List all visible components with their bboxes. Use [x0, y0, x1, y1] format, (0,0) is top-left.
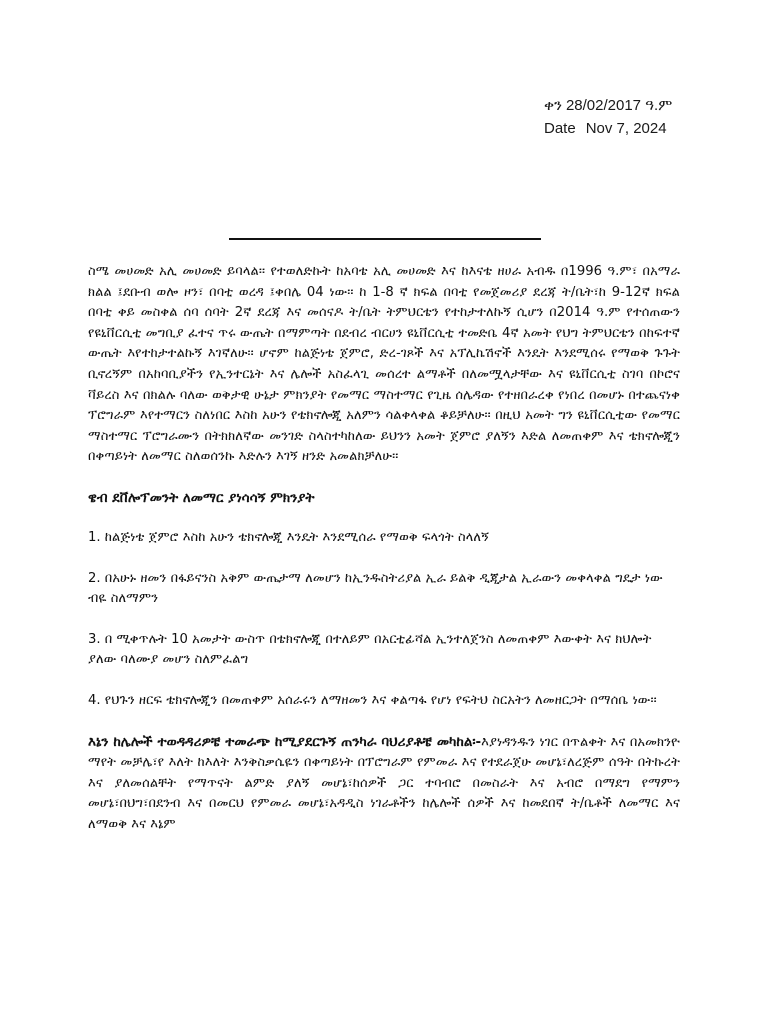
gregorian-date-line: [544, 117, 672, 140]
letter-body: [88, 262, 680, 835]
date-block: [544, 94, 672, 140]
intro-paragraph: ስሜ መሀመድ አሊ መሀመድ ይባላል፡፡ የተወለድኩት ከአባቴ አሊ መሀመድ እና ከእናቴ ዘሀራ አብዱ በ1996 ዓ.ም፣ በአማራ ክልል ፤ደቡብ ወሎ ዞን፣ በባቲ ወረዳ ፤ቀበሌ 04 ነው፡፡ ከ 1-8 ኛ ክፍል በባቲ የመጀመሪያ ደረጃ ት/ቤት፣ከ 9-12ኛ ክፍል በባቲ ቀይ መስቀል ሰባ ሰባት 2ኛ ደረጃ እና መሰናዶ ት/ቤት ትምህርቴን የተከታተለኩኝ ሲሆን በ2014 ዓ.ም የተሰጠውን የዩኒቨርሲቲ መግቢያ ፈተና ጥሩ ውጤት በማምጣት በደብረ ብርሀን ዩኒቨርሲቲ ተመድቤ 4ኛ አመት የህግ ትምህርቴን በከፍተኛ ውጤት እየተከታተልኩኝ እገኛለሁ፡፡ ሆኖም ከልጅነቴ ጀምሮ, ድረ-ገጾች እና አፕሊኬሽኖች እንዴት እንደሚሰሩ የማወቅ ጉጉት ቢኖረኝም በአከባቢያችን የኢንተርኔት እና ሌሎች አስፈላጊ መሰረተ ልማቶች በለመሟላታቸው እና ዩኒቨርሲቲ ስገባ በኮሮና ቫይረስ እና በክልሉ ባለው ወቅታዊ ሁኔታ ምክንያት የመማር ማስተማር የጊዜ ሰሌዳው የተዘበራረቀ የነበረ በመሆኑ በተጨናነቀ ፕሮግራም እየተማርን ስለነበር እስከ አሁን የቴክኖሎጂ አለምን ሳልቀላቀል ቆይቻለሁ፡፡ በዚህ አመት ግን ዩኒቨርሲቲው የመማር ማስተማር ፕሮግራሙን በትክክለኛው መንገድ ስላስተካከለው ይህንን አመት ጀምሮ ያለኝን እድል ለመጠቀም እና ቴክኖሎጂን በቀጣይነት ለመማር ስለወሰንኩ እድሉን እገኝ ዘንድ አመልክቻለሁ፡፡: [88, 264, 680, 465]
reason-item-2: 2. በአሁኑ ዘመን በፋይናንስ አቅም ውጤታማ ለመሆን ከኢንዱስትሪያል ኢራ ይልቅ ዲጂታል ኢራውን መቀላቀል ግዴታ ነው ብዬ ስለማምን: [88, 570, 663, 607]
reasons-heading: ዌብ ደቨሎፕመንት ለመማር ያነሳሳኝ ምክንያት: [88, 489, 315, 506]
reason-item-4: 4. የህጉን ዘርፍ ቴክኖሎጂን በመጠቀም አሰራሩን ለማዘመን እና ቀልጣፋ የሆነ የፍትህ ስርአትን ለመዘርጋት በማሰቤ ነው፡፡: [88, 692, 657, 708]
gregorian-date-label: Date: [544, 120, 576, 137]
strengths-paragraph: [88, 732, 680, 836]
reason-item-1: 1. ከልጅነቴ ጀምሮ እስከ አሁን ቴክኖሎጂ እንዴት እንደሚሰራ የማወቅ ፍላጎት ስላለኝ: [88, 529, 489, 545]
reasons-list: [88, 528, 680, 712]
signature-line-divider: [229, 238, 541, 240]
ethiopian-date-line: [544, 94, 672, 117]
gregorian-date-value: Nov 7, 2024: [585, 120, 667, 137]
ethiopian-date-label: ቀን: [544, 97, 562, 114]
strengths-lead: እኔን ከሌሎች ተወዳዳሪዎቼ ተመራጭ ከሚያደርጉኝ ጠንካራ ባህሪያቶቼ መካከል፡-: [88, 733, 482, 750]
ethiopian-date-value: 28/02/2017 ዓ.ም: [565, 97, 673, 114]
reason-item-3: 3. በ ሚቀጥሉት 10 አመታት ውስጥ በቴክኖሎጂ በተለይም በአርቲፊሻል ኢንተለጀንስ ለመጠቀም እውቀት እና ክህሎት ያለው ባለሙያ መሆን ስለምፈልግ: [88, 631, 652, 668]
strengths-text: እያነዳንዱን ነገር በጥልቀት እና በአመክንዮ ማየት መቻሌ፣የ እለት ከእለት እንቅስቃሴዬን በቀጣይነት በፕሮግራም የምመራ እና የተደራጀሁ መሆኔ፣ለረጅም ሰዓት በትኩረት እና ያለመሰልቸት የማጥናት ልምድ ያለኝ መሆኔ፣ከሰዎች ጋር ተባብሮ በመስራት እና አብሮ በማደግ የማምን መሆኔ፣በህግ፣በደንብ እና በመርህ የምመራ መሆኔ፣አዳዲስ ነገራቶችን ከሌሎች ሰዎች እና ከመደበኛ ት/ቤቶች ለመማር እና ለማወቅ እና እኔም: [88, 734, 680, 832]
